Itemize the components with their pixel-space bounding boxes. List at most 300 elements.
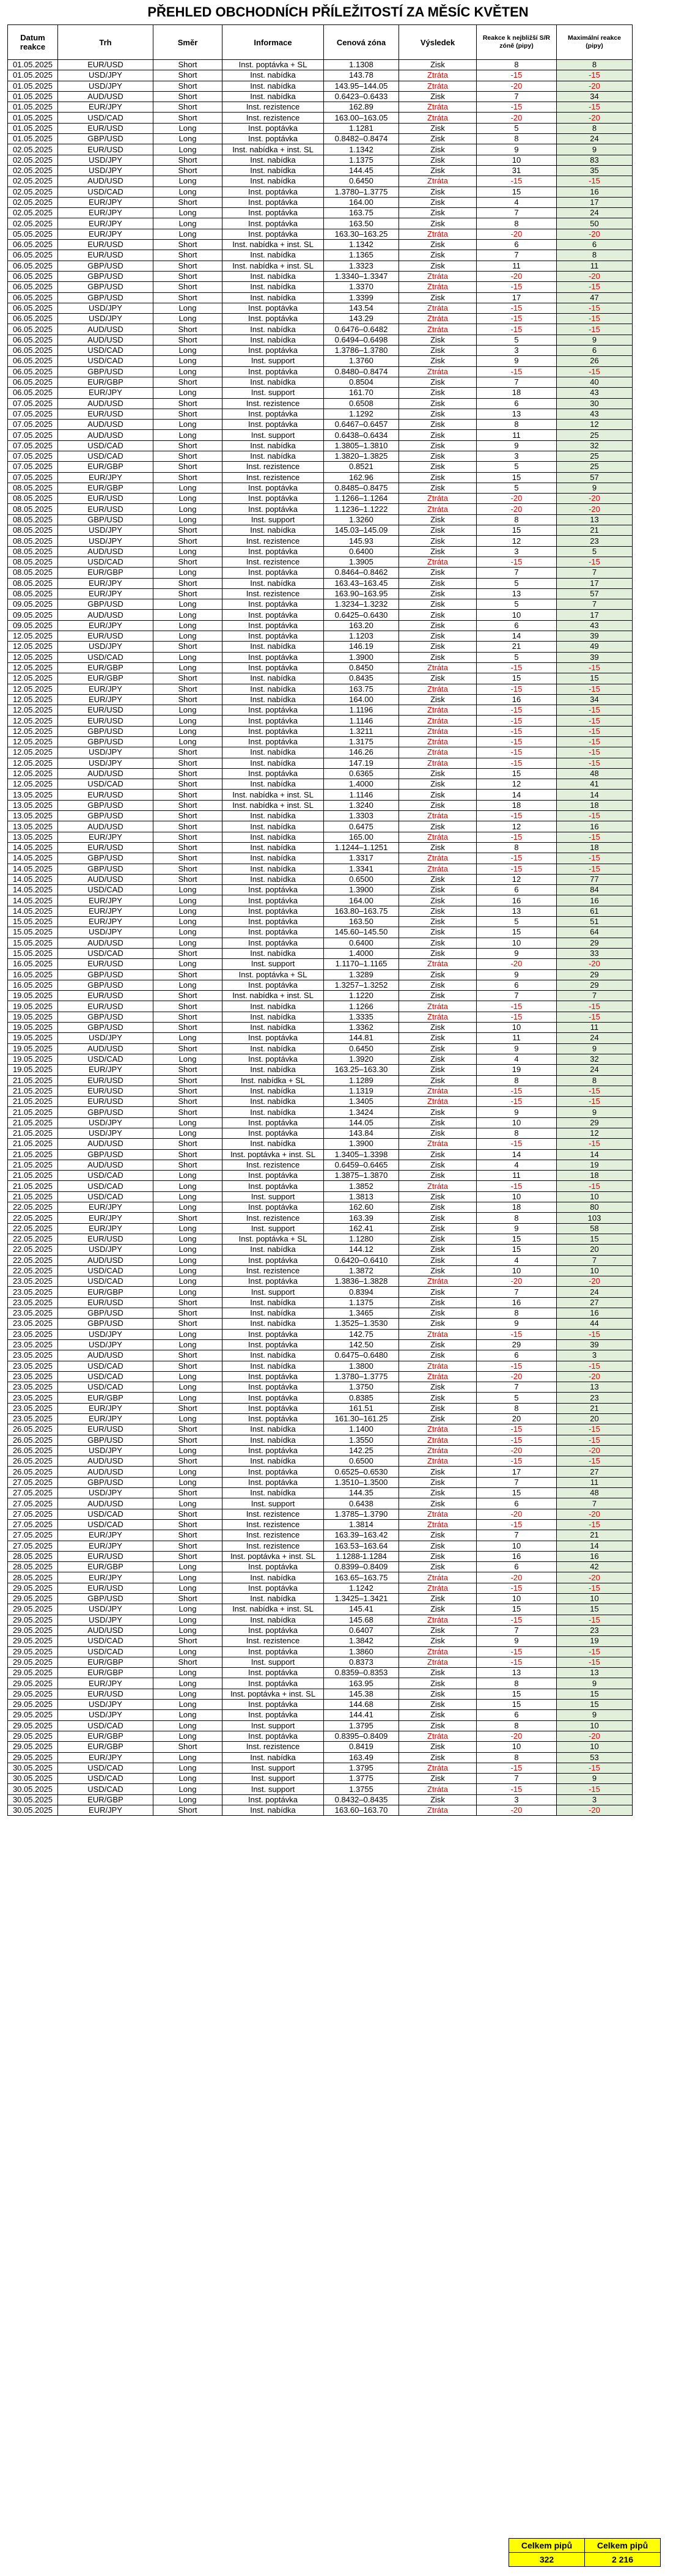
cell-price-zone: 0.6400	[324, 938, 399, 948]
cell-direction: Short	[153, 1043, 222, 1054]
cell-max-reaction: -20	[557, 1805, 633, 1815]
cell-market: EUR/JPY	[58, 588, 153, 599]
cell-market: GBP/USD	[58, 1149, 153, 1160]
cell-date: 22.05.2025	[8, 1245, 58, 1255]
cell-result: Ztráta	[399, 1456, 477, 1467]
cell-price-zone: 0.6494–0.6498	[324, 335, 399, 345]
cell-reaction: 7	[477, 1530, 557, 1541]
cell-result: Zisk	[399, 568, 477, 578]
cell-result: Zisk	[399, 1054, 477, 1064]
cell-date: 12.05.2025	[8, 737, 58, 747]
cell-direction: Long	[153, 208, 222, 218]
cell-info: Inst. nabídka + inst. SL	[222, 1604, 324, 1615]
table-row	[8, 292, 633, 303]
cell-market: GBP/USD	[58, 599, 153, 610]
cell-result: Zisk	[399, 261, 477, 271]
cell-market: EUR/GBP	[58, 1742, 153, 1752]
table-row	[8, 1467, 633, 1477]
cell-date: 14.05.2025	[8, 864, 58, 874]
cell-date: 21.05.2025	[8, 1181, 58, 1191]
table-row	[8, 1393, 633, 1403]
cell-result: Ztráta	[399, 1086, 477, 1096]
cell-market: GBP/USD	[58, 271, 153, 281]
cell-direction: Short	[153, 324, 222, 335]
cell-max-reaction: -15	[557, 705, 633, 716]
cell-result: Ztráta	[399, 747, 477, 758]
table-row	[8, 642, 633, 652]
cell-direction: Short	[153, 113, 222, 123]
cell-info: Inst. poptávka	[222, 705, 324, 716]
cell-date: 21.05.2025	[8, 1191, 58, 1202]
cell-info: Inst. nabídka	[222, 1456, 324, 1467]
cell-market: USD/CAD	[58, 1361, 153, 1371]
cell-info: Inst. nabídka	[222, 1572, 324, 1583]
table-row	[8, 197, 633, 207]
cell-price-zone: 1.3800	[324, 1361, 399, 1371]
cell-max-reaction: -15	[557, 758, 633, 768]
cell-max-reaction: -15	[557, 1456, 633, 1467]
table-row	[8, 240, 633, 250]
cell-result: Ztráta	[399, 684, 477, 694]
cell-max-reaction: 6	[557, 240, 633, 250]
cell-price-zone: 1.1280	[324, 1234, 399, 1244]
cell-direction: Short	[153, 1594, 222, 1604]
cell-info: Inst. poptávka	[222, 1255, 324, 1265]
cell-price-zone: 164.00	[324, 895, 399, 906]
cell-result: Zisk	[399, 642, 477, 652]
cell-date: 08.05.2025	[8, 525, 58, 536]
cell-result: Zisk	[399, 356, 477, 366]
cell-date: 23.05.2025	[8, 1276, 58, 1287]
cell-info: Inst. poptávka	[222, 1646, 324, 1657]
cell-result: Ztráta	[399, 853, 477, 864]
cell-direction: Long	[153, 229, 222, 239]
cell-reaction: 8	[477, 420, 557, 430]
cell-reaction: -15	[477, 1519, 557, 1530]
cell-market: USD/CAD	[58, 1371, 153, 1382]
cell-info: Inst. poptávka	[222, 906, 324, 916]
cell-date: 06.05.2025	[8, 366, 58, 377]
cell-direction: Short	[153, 525, 222, 536]
cell-date: 29.05.2025	[8, 1615, 58, 1625]
cell-info: Inst. poptávka	[222, 546, 324, 557]
cell-info: Inst. nabídka	[222, 1308, 324, 1319]
table-row	[8, 842, 633, 853]
cell-info: Inst. poptávka	[222, 229, 324, 239]
cell-price-zone: 1.3317	[324, 853, 399, 864]
cell-reaction: 5	[477, 462, 557, 472]
cell-info: Inst. nabídka	[222, 81, 324, 91]
cell-info: Inst. nabídka	[222, 694, 324, 705]
cell-date: 07.05.2025	[8, 451, 58, 461]
cell-market: EUR/JPY	[58, 694, 153, 705]
cell-direction: Short	[153, 70, 222, 81]
cell-price-zone: 0.8419	[324, 1742, 399, 1752]
cell-price-zone: 1.1292	[324, 409, 399, 419]
cell-price-zone: 163.50	[324, 917, 399, 927]
table-row	[8, 1382, 633, 1393]
cell-result: Zisk	[399, 1794, 477, 1805]
cell-max-reaction: 32	[557, 440, 633, 451]
cell-reaction: 7	[477, 1774, 557, 1784]
cell-date: 27.05.2025	[8, 1541, 58, 1551]
cell-direction: Long	[153, 134, 222, 144]
col-header-info: Informace	[222, 25, 324, 60]
cell-price-zone: 0.6467–0.6457	[324, 420, 399, 430]
cell-info: Inst. poptávka	[222, 917, 324, 927]
cell-market: AUD/USD	[58, 1456, 153, 1467]
cell-price-zone: 163.25–163.30	[324, 1065, 399, 1075]
cell-market: EUR/USD	[58, 240, 153, 250]
cell-max-reaction: 23	[557, 1393, 633, 1403]
cell-reaction: -15	[477, 1139, 557, 1149]
cell-market: USD/JPY	[58, 165, 153, 176]
cell-direction: Short	[153, 1541, 222, 1551]
cell-max-reaction: 40	[557, 377, 633, 387]
cell-reaction: 15	[477, 1689, 557, 1699]
cell-direction: Long	[153, 1604, 222, 1615]
cell-reaction: -20	[477, 1731, 557, 1741]
cell-result: Zisk	[399, 430, 477, 440]
cell-date: 22.05.2025	[8, 1255, 58, 1265]
cell-result: Zisk	[399, 1339, 477, 1350]
cell-price-zone: 1.1288-1.1284	[324, 1551, 399, 1561]
cell-info: Inst. support	[222, 1287, 324, 1297]
cell-price-zone: 0.6475	[324, 821, 399, 832]
cell-info: Inst. rezistence	[222, 462, 324, 472]
cell-max-reaction: 24	[557, 134, 633, 144]
cell-reaction: -15	[477, 1181, 557, 1191]
cell-max-reaction: 16	[557, 187, 633, 197]
cell-direction: Short	[153, 292, 222, 303]
cell-market: USD/CAD	[58, 1382, 153, 1393]
cell-date: 06.05.2025	[8, 303, 58, 313]
cell-direction: Short	[153, 1086, 222, 1096]
cell-info: Inst. poptávka	[222, 1477, 324, 1487]
cell-info: Inst. nabídka	[222, 853, 324, 864]
table-row	[8, 1742, 633, 1752]
cell-reaction: -15	[477, 705, 557, 716]
cell-max-reaction: 15	[557, 1234, 633, 1244]
cell-direction: Short	[153, 1160, 222, 1170]
cell-max-reaction: 53	[557, 1752, 633, 1763]
cell-direction: Short	[153, 102, 222, 113]
cell-max-reaction: 12	[557, 1128, 633, 1138]
cell-max-reaction: 39	[557, 1339, 633, 1350]
cell-price-zone: 1.3785–1.3790	[324, 1509, 399, 1519]
cell-market: EUR/USD	[58, 1075, 153, 1086]
cell-market: USD/JPY	[58, 70, 153, 81]
cell-info: Inst. nabídka	[222, 842, 324, 853]
cell-max-reaction: 11	[557, 1023, 633, 1033]
cell-max-reaction: 3	[557, 1350, 633, 1361]
cell-market: USD/CAD	[58, 1265, 153, 1276]
cell-direction: Short	[153, 1519, 222, 1530]
cell-date: 16.05.2025	[8, 969, 58, 980]
cell-max-reaction: 18	[557, 1171, 633, 1181]
cell-max-reaction: 80	[557, 1202, 633, 1213]
cell-price-zone: 163.39	[324, 1213, 399, 1223]
cell-result: Ztráta	[399, 716, 477, 726]
cell-max-reaction: -15	[557, 853, 633, 864]
cell-result: Zisk	[399, 1498, 477, 1509]
cell-max-reaction: 16	[557, 1308, 633, 1319]
cell-result: Zisk	[399, 969, 477, 980]
cell-reaction: 8	[477, 842, 557, 853]
cell-price-zone: 144.12	[324, 1245, 399, 1255]
cell-info: Inst. support	[222, 1191, 324, 1202]
table-row	[8, 335, 633, 345]
cell-date: 19.05.2025	[8, 1012, 58, 1022]
table-row	[8, 1223, 633, 1234]
cell-reaction: -15	[477, 102, 557, 113]
cell-direction: Short	[153, 1308, 222, 1319]
table-row	[8, 451, 633, 461]
table-row	[8, 1265, 633, 1276]
cell-max-reaction: 39	[557, 631, 633, 642]
cell-reaction: 15	[477, 768, 557, 779]
cell-max-reaction: -15	[557, 716, 633, 726]
cell-result: Ztráta	[399, 324, 477, 335]
cell-reaction: 18	[477, 1202, 557, 1213]
cell-info: Inst. nabídka	[222, 250, 324, 261]
table-row	[8, 165, 633, 176]
cell-market: AUD/USD	[58, 335, 153, 345]
cell-reaction: 8	[477, 1678, 557, 1689]
cell-info: Inst. poptávka	[222, 927, 324, 938]
cell-max-reaction: -20	[557, 1731, 633, 1741]
cell-reaction: -20	[477, 271, 557, 281]
cell-max-reaction: 9	[557, 1107, 633, 1117]
cell-result: Ztráta	[399, 1731, 477, 1741]
cell-max-reaction: 12	[557, 420, 633, 430]
cell-result: Ztráta	[399, 102, 477, 113]
table-row	[8, 303, 633, 313]
cell-market: EUR/GBP	[58, 1657, 153, 1667]
cell-date: 14.05.2025	[8, 895, 58, 906]
cell-max-reaction: 49	[557, 642, 633, 652]
table-row	[8, 1562, 633, 1572]
cell-price-zone: 1.3234–1.3232	[324, 599, 399, 610]
cell-reaction: -15	[477, 1615, 557, 1625]
cell-market: AUD/USD	[58, 1043, 153, 1054]
cell-reaction: -15	[477, 737, 557, 747]
cell-price-zone: 1.1236–1.1222	[324, 504, 399, 514]
cell-date: 23.05.2025	[8, 1371, 58, 1382]
cell-max-reaction: -15	[557, 811, 633, 821]
cell-reaction: 6	[477, 1498, 557, 1509]
cell-reaction: 12	[477, 874, 557, 884]
cell-market: EUR/JPY	[58, 208, 153, 218]
cell-market: EUR/JPY	[58, 1065, 153, 1075]
cell-direction: Short	[153, 1213, 222, 1223]
cell-reaction: -15	[477, 366, 557, 377]
cell-direction: Long	[153, 1678, 222, 1689]
cell-result: Zisk	[399, 1625, 477, 1635]
cell-date: 19.05.2025	[8, 1033, 58, 1043]
cell-max-reaction: 84	[557, 885, 633, 895]
table-row	[8, 895, 633, 906]
cell-result: Zisk	[399, 948, 477, 958]
cell-info: Inst. poptávka	[222, 631, 324, 642]
cell-reaction: 5	[477, 599, 557, 610]
cell-market: EUR/USD	[58, 1583, 153, 1593]
cell-reaction: 6	[477, 240, 557, 250]
cell-date: 06.05.2025	[8, 282, 58, 292]
cell-date: 06.05.2025	[8, 388, 58, 398]
cell-market: USD/JPY	[58, 1245, 153, 1255]
cell-result: Ztráta	[399, 1371, 477, 1382]
table-row	[8, 1731, 633, 1741]
cell-price-zone: 163.75	[324, 684, 399, 694]
cell-reaction: 15	[477, 525, 557, 536]
cell-direction: Long	[153, 1181, 222, 1191]
cell-reaction: -15	[477, 282, 557, 292]
cell-price-zone: 142.75	[324, 1329, 399, 1339]
cell-direction: Long	[153, 1171, 222, 1181]
cell-reaction: -15	[477, 726, 557, 736]
cell-max-reaction: -20	[557, 113, 633, 123]
cell-info: Inst. poptávka	[222, 662, 324, 673]
cell-info: Inst. nabídka	[222, 747, 324, 758]
cell-price-zone: 1.3525–1.3530	[324, 1319, 399, 1329]
cell-info: Inst. nabídka	[222, 832, 324, 842]
cell-info: Inst. poptávka	[222, 1794, 324, 1805]
cell-info: Inst. rezistence	[222, 557, 324, 567]
cell-direction: Long	[153, 1710, 222, 1720]
cell-direction: Long	[153, 1572, 222, 1583]
cell-max-reaction: 8	[557, 60, 633, 70]
cell-price-zone: 163.00–163.05	[324, 113, 399, 123]
cell-reaction: 10	[477, 610, 557, 620]
cell-price-zone: 1.3465	[324, 1308, 399, 1319]
cell-reaction: 20	[477, 1414, 557, 1424]
cell-direction: Long	[153, 1245, 222, 1255]
cell-date: 15.05.2025	[8, 938, 58, 948]
cell-info: Inst. poptávka	[222, 1625, 324, 1635]
cell-price-zone: 1.3805–1.3810	[324, 440, 399, 451]
cell-max-reaction: -20	[557, 229, 633, 239]
cell-price-zone: 1.1146	[324, 716, 399, 726]
table-row	[8, 1678, 633, 1689]
cell-reaction: 15	[477, 1245, 557, 1255]
cell-reaction: 4	[477, 197, 557, 207]
cell-max-reaction: -20	[557, 959, 633, 969]
table-row	[8, 1329, 633, 1339]
cell-result: Ztráta	[399, 1276, 477, 1287]
cell-max-reaction: 83	[557, 155, 633, 165]
cell-price-zone: 0.6459–0.6465	[324, 1160, 399, 1170]
cell-result: Zisk	[399, 1477, 477, 1487]
table-row	[8, 1784, 633, 1794]
cell-price-zone: 163.39–163.42	[324, 1530, 399, 1541]
cell-reaction: -15	[477, 1329, 557, 1339]
cell-result: Zisk	[399, 1191, 477, 1202]
cell-direction: Short	[153, 874, 222, 884]
cell-market: EUR/JPY	[58, 1530, 153, 1541]
table-row	[8, 906, 633, 916]
cell-reaction: -15	[477, 747, 557, 758]
cell-reaction: -20	[477, 81, 557, 91]
cell-direction: Long	[153, 599, 222, 610]
table-row	[8, 1065, 633, 1075]
cell-reaction: 9	[477, 144, 557, 155]
cell-max-reaction: 29	[557, 980, 633, 990]
cell-market: EUR/USD	[58, 959, 153, 969]
cell-date: 29.05.2025	[8, 1720, 58, 1731]
cell-reaction: 8	[477, 1403, 557, 1413]
cell-market: EUR/JPY	[58, 1541, 153, 1551]
cell-price-zone: 1.3780–1.3775	[324, 187, 399, 197]
cell-price-zone: 0.6407	[324, 1625, 399, 1635]
cell-max-reaction: 7	[557, 1255, 633, 1265]
cell-max-reaction: 7	[557, 991, 633, 1001]
cell-market: GBP/USD	[58, 980, 153, 990]
cell-max-reaction: 14	[557, 790, 633, 800]
cell-date: 02.05.2025	[8, 208, 58, 218]
cell-result: Ztráta	[399, 1519, 477, 1530]
cell-price-zone: 1.3780–1.3775	[324, 1371, 399, 1382]
col-header-market: Trh	[58, 25, 153, 60]
cell-result: Zisk	[399, 451, 477, 461]
cell-info: Inst. poptávka	[222, 1117, 324, 1128]
table-row	[8, 991, 633, 1001]
cell-direction: Long	[153, 1033, 222, 1043]
cell-reaction: -20	[477, 494, 557, 504]
cell-market: EUR/JPY	[58, 102, 153, 113]
cell-date: 30.05.2025	[8, 1794, 58, 1805]
cell-market: USD/JPY	[58, 642, 153, 652]
cell-reaction: -20	[477, 1572, 557, 1583]
cell-reaction: 17	[477, 1467, 557, 1477]
table-row	[8, 208, 633, 218]
cell-direction: Long	[153, 1668, 222, 1678]
cell-market: AUD/USD	[58, 1255, 153, 1265]
cell-date: 01.05.2025	[8, 60, 58, 70]
cell-reaction: 5	[477, 123, 557, 133]
cell-max-reaction: 9	[557, 483, 633, 493]
cell-info: Inst. nabídka	[222, 335, 324, 345]
table-row	[8, 271, 633, 281]
cell-info: Inst. nabídka	[222, 874, 324, 884]
table-row	[8, 356, 633, 366]
cell-price-zone: 1.1342	[324, 240, 399, 250]
cell-reaction: 11	[477, 430, 557, 440]
cell-info: Inst. nabídka	[222, 451, 324, 461]
cell-market: USD/JPY	[58, 155, 153, 165]
cell-result: Zisk	[399, 155, 477, 165]
cell-max-reaction: 9	[557, 144, 633, 155]
table-row	[8, 1075, 633, 1086]
cell-max-reaction: 10	[557, 1191, 633, 1202]
cell-date: 29.05.2025	[8, 1710, 58, 1720]
cell-price-zone: 162.41	[324, 1223, 399, 1234]
cell-price-zone: 147.19	[324, 758, 399, 768]
cell-result: Ztráta	[399, 1329, 477, 1339]
cell-info: Inst. nabídka	[222, 1023, 324, 1033]
cell-price-zone: 143.78	[324, 70, 399, 81]
totals-table	[509, 2538, 661, 2567]
cell-market: EUR/USD	[58, 705, 153, 716]
cell-result: Ztráta	[399, 1572, 477, 1583]
table-row	[8, 472, 633, 483]
table-row	[8, 1001, 633, 1012]
table-row	[8, 874, 633, 884]
cell-direction: Short	[153, 398, 222, 409]
cell-market: GBP/USD	[58, 737, 153, 747]
cell-date: 06.05.2025	[8, 356, 58, 366]
cell-date: 01.05.2025	[8, 113, 58, 123]
